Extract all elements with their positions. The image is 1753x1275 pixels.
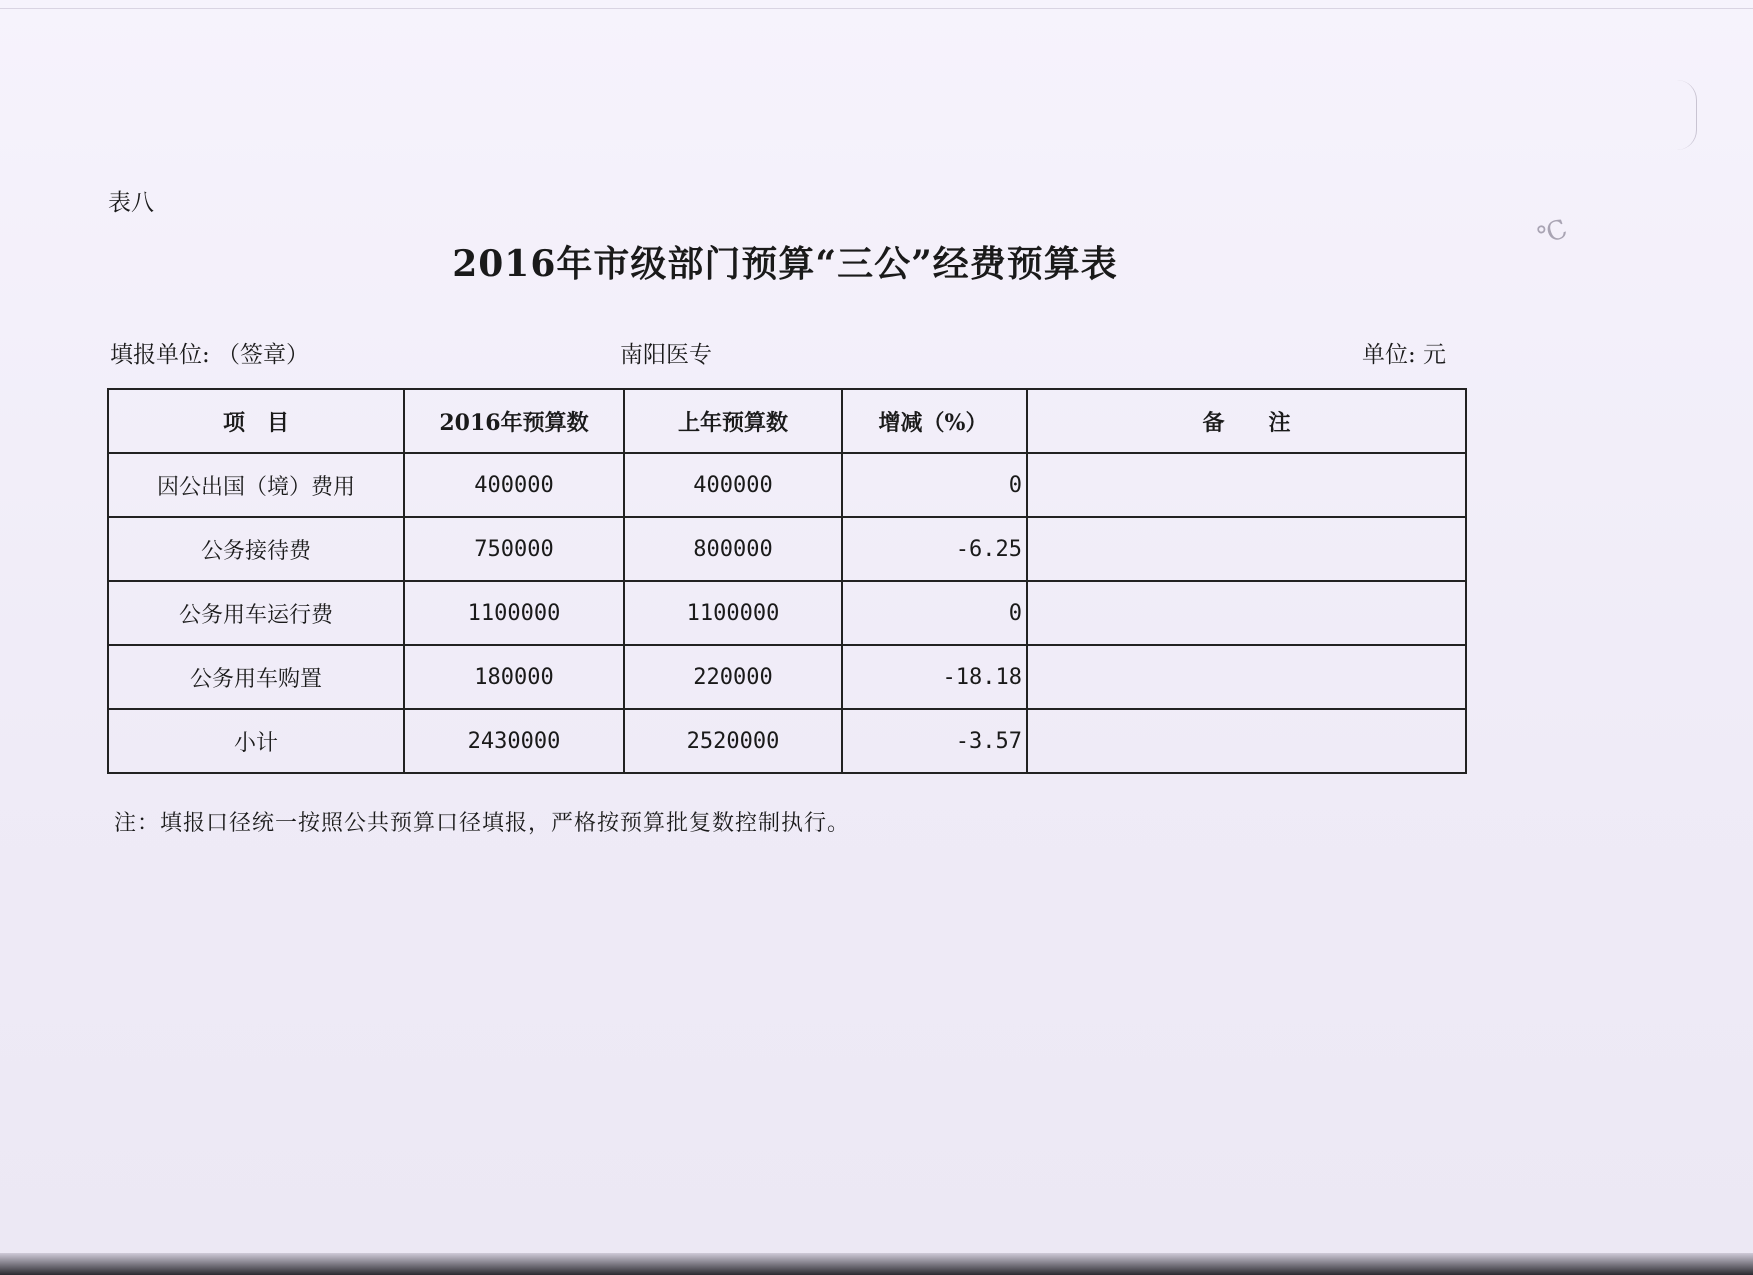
column-header-budget-prev: 上年预算数 — [624, 389, 842, 453]
scan-edge-line — [0, 8, 1753, 9]
pen-mark-icon: ℃ — [1533, 213, 1572, 253]
cell-change: 0 — [842, 453, 1027, 517]
cell-item: 公务用车运行费 — [108, 581, 404, 645]
footnote: 注：填报口径统一按照公共预算口径填报，严格按预算批复数控制执行。 — [114, 811, 851, 836]
unit-name: 南阳医专 — [620, 342, 712, 368]
column-header-remark: 备 注 — [1027, 389, 1466, 453]
cell-change: -6.25 — [842, 517, 1027, 581]
cell-budget-prev: 2520000 — [624, 709, 842, 773]
cell-remark — [1027, 581, 1466, 645]
table-header-row — [108, 389, 1466, 453]
cell-budget-2016: 750000 — [404, 517, 624, 581]
column-header-budget-2016: 2016年预算数 — [404, 389, 624, 453]
table-row-subtotal — [108, 709, 1466, 773]
column-header-item: 项 目 — [108, 389, 404, 453]
cell-change: 0 — [842, 581, 1027, 645]
cell-change: -3.57 — [842, 709, 1027, 773]
currency-unit: 单位: 元 — [1362, 342, 1447, 368]
cell-change: -18.18 — [842, 645, 1027, 709]
cell-budget-prev: 800000 — [624, 517, 842, 581]
pencil-mark — [1672, 80, 1697, 150]
cell-budget-2016: 400000 — [404, 453, 624, 517]
table-row — [108, 453, 1466, 517]
cell-remark — [1027, 453, 1466, 517]
table-row — [108, 645, 1466, 709]
reporting-unit-label: 填报单位: （签章） — [110, 342, 310, 368]
cell-remark — [1027, 517, 1466, 581]
cell-item: 公务用车购置 — [108, 645, 404, 709]
cell-budget-prev: 400000 — [624, 453, 842, 517]
cell-budget-2016: 1100000 — [404, 581, 624, 645]
table-row — [108, 581, 1466, 645]
cell-budget-2016: 2430000 — [404, 709, 624, 773]
budget-table — [107, 388, 1467, 774]
cell-remark — [1027, 645, 1466, 709]
cell-budget-prev: 1100000 — [624, 581, 842, 645]
cell-item: 小计 — [108, 709, 404, 773]
column-header-change: 增减（%） — [842, 389, 1027, 453]
scanner-edge — [0, 1253, 1753, 1275]
cell-remark — [1027, 709, 1466, 773]
cell-budget-prev: 220000 — [624, 645, 842, 709]
document-title: 2016年市级部门预算“三公”经费预算表 — [452, 243, 1118, 285]
table-label: 表八 — [108, 190, 154, 216]
cell-budget-2016: 180000 — [404, 645, 624, 709]
cell-item: 公务接待费 — [108, 517, 404, 581]
table-row — [108, 517, 1466, 581]
cell-item: 因公出国（境）费用 — [108, 453, 404, 517]
